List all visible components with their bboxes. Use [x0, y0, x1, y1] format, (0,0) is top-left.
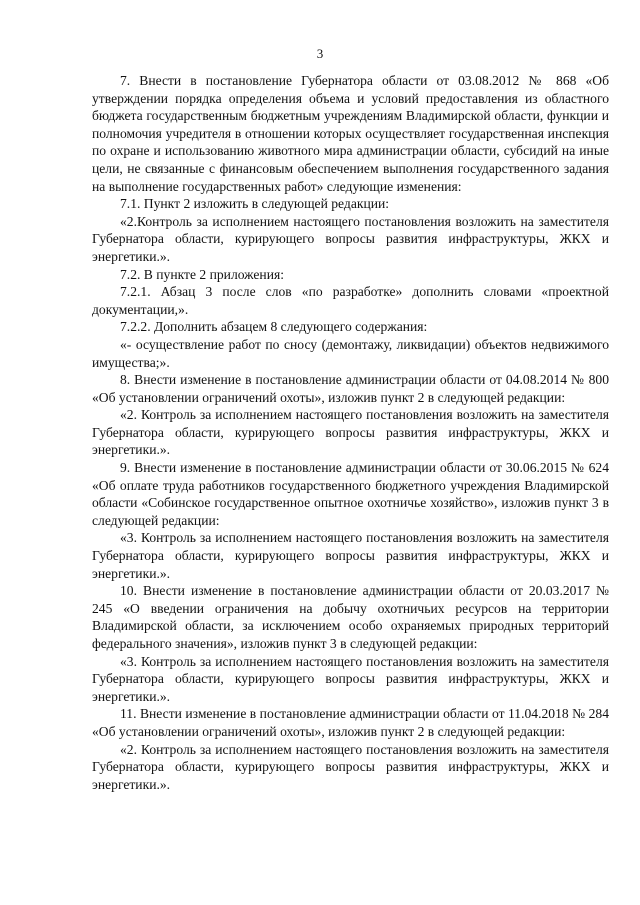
- page-number: 3: [316, 46, 324, 61]
- paragraph-9-text: «3. Контроль за исполнением настоящего постановления возложить на заместителя Губернатора области, курирующего вопросы развития инфраструктуры, ЖКХ и энергетики.».: [92, 530, 609, 581]
- paragraph-11-text: «2. Контроль за исполнением настоящего постановления возложить на заместителя Губернатора области, курирующего вопросы развития инфраструктуры, ЖКХ и энергетики.».: [92, 741, 609, 792]
- paragraph-10: 10. Внести изменение в постановление администрации области от 20.03.2017 № 245 «О введении ограничения на добычу охотничьих ресурсов на территории Владимирской области, за исключением особо охраняемых природных территорий федерального значения», изложив пункт 3 в следующей редакции:: [92, 583, 609, 651]
- paragraph-8-text: «2. Контроль за исполнением настоящего постановления возложить на заместителя Губернатора области, курирующего вопросы развития инфраструктуры, ЖКХ и энергетики.».: [92, 407, 609, 458]
- paragraph-7-2-2-text: «- осуществление работ по сносу (демонтажу, ликвидации) объектов недвижимого имущества;».: [92, 336, 609, 370]
- document-body: [92, 72, 609, 793]
- paragraph-7-2-2: 7.2.2. Дополнить абзацем 8 следующего содержания:: [120, 319, 428, 335]
- paragraph-7: 7. Внести в постановление Губернатора области от 03.08.2012 № 868 «Об утверждении порядка определения объема и условий предоставления из областного бюджета государственным бюджетным учреждениям Владимирской области, функции и полномочия учредителя в отношении которых осуществляет государственная инспекция по охране и использованию животного мира администрации области, субсидий на иные цели, не связанные с финансовым обеспечением выполнения государственного задания на выполнение государственных работ» следующие изменения:: [92, 73, 609, 194]
- paragraph-7-2-1: 7.2.1. Абзац 3 после слов «по разработке» дополнить словами «проектной документации,».: [92, 284, 609, 317]
- paragraph-9: 9. Внести изменение в постановление администрации области от 30.06.2015 № 624 «Об оплате труда работников государственного бюджетного учреждения Владимирской области «Собинское государственное опытное охотничье хозяйство», изложив пункт 3 в следующей редакции:: [92, 460, 609, 528]
- paragraph-8: 8. Внести изменение в постановление администрации области от 04.08.2014 № 800 «Об установлении ограничений охоты», изложив пункт 2 в следующей редакции:: [92, 372, 609, 405]
- paragraph-10-text: «3. Контроль за исполнением настоящего постановления возложить на заместителя Губернатора области, курирующего вопросы развития инфраструктуры, ЖКХ и энергетики.».: [92, 653, 609, 704]
- paragraph-7-1: 7.1. Пункт 2 изложить в следующей редакции:: [120, 196, 390, 212]
- paragraph-7-2: 7.2. В пункте 2 приложения:: [120, 266, 285, 282]
- paragraph-7-1-text: «2.Контроль за исполнением настоящего постановления возложить на заместителя Губернатора области, курирующего вопросы развития инфраструктуры, ЖКХ и энергетики.».: [92, 213, 609, 264]
- paragraph-11: 11. Внести изменение в постановление администрации области от 11.04.2018 № 284 «Об установлении ограничений охоты», изложив пункт 2 в следующей редакции:: [92, 706, 609, 739]
